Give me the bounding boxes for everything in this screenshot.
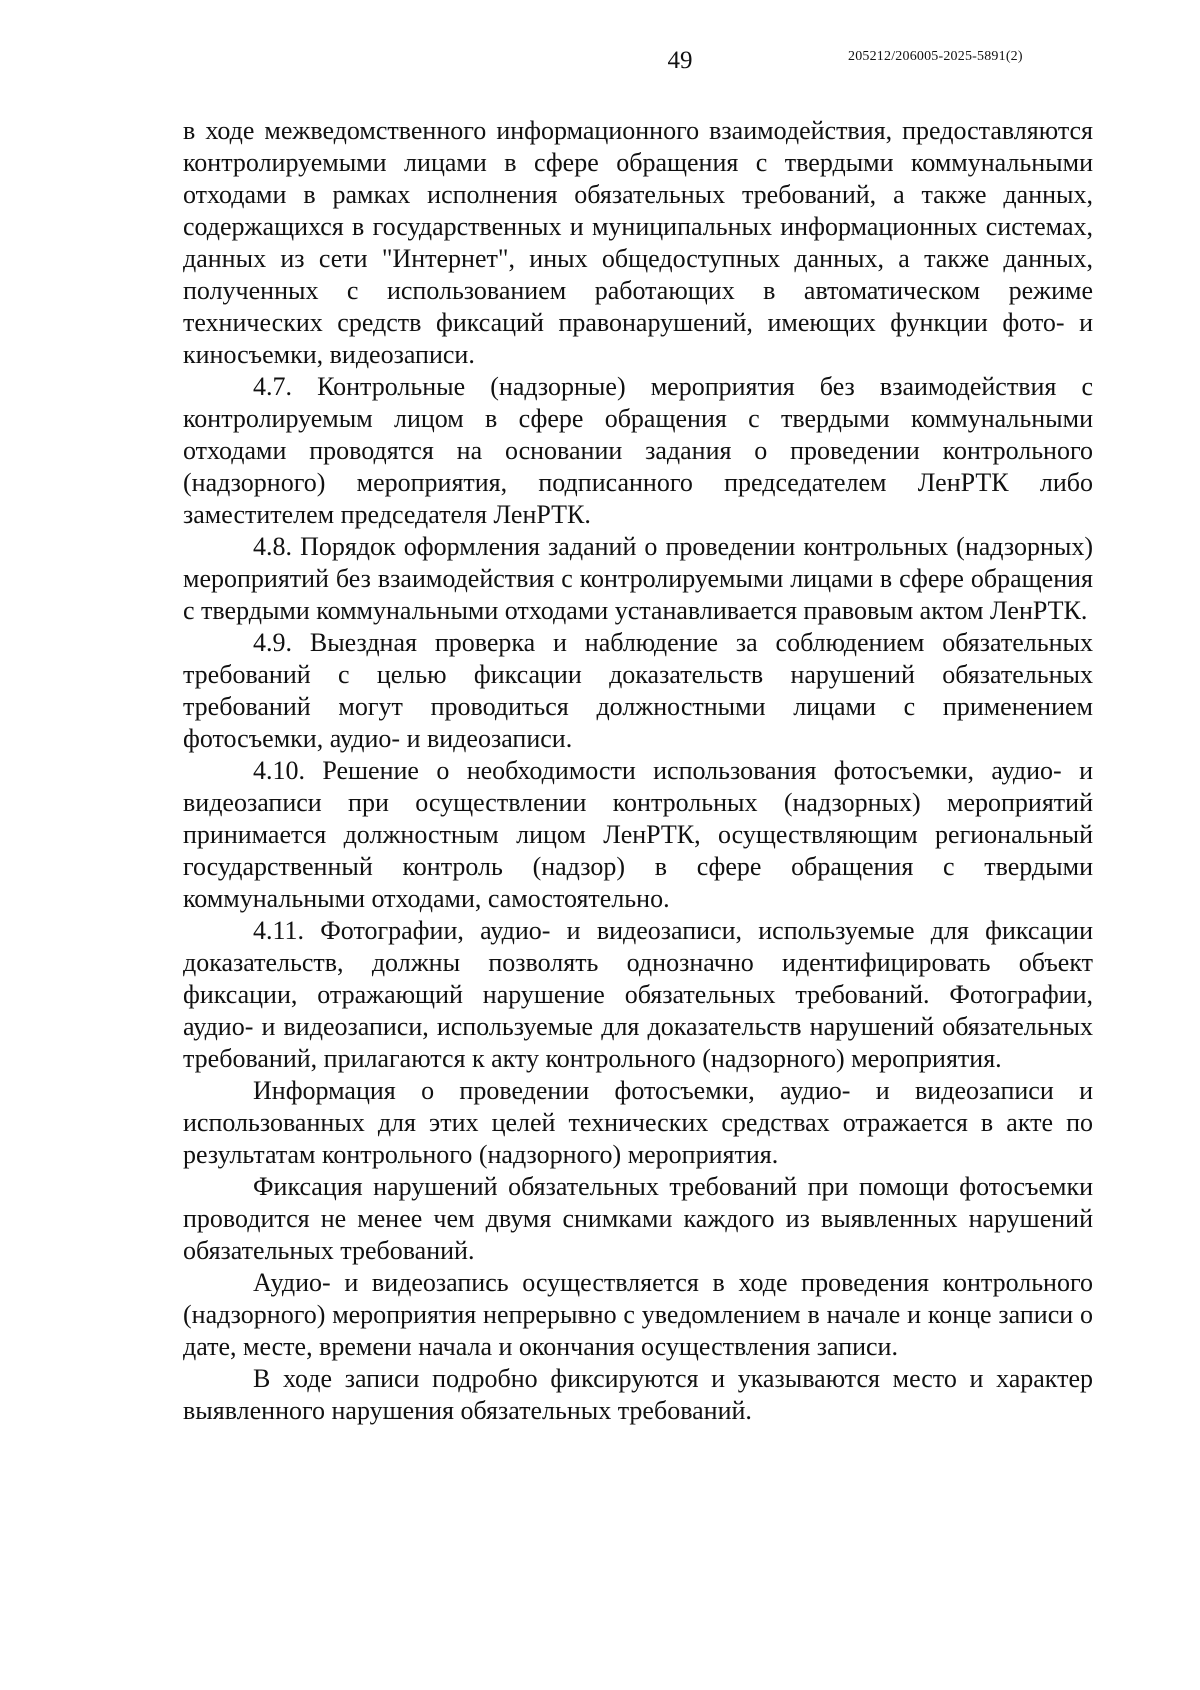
paragraph-4-7: 4.7. Контрольные (надзорные) мероприятия без взаимодействия с контролируемым лицом в сфере обращения с твердыми коммунальными отходами проводятся на основании задания о проведении контрольного (надзорного) мероприятия, подписанного председателем ЛенРТК либо заместителем председателя ЛенРТК. — [183, 372, 1093, 529]
paragraph-continuation: в ходе межведомственного информационного взаимодействия, предоставляются контролируемыми лицами в сфере обращения с твердыми коммунальными отходами в рамках исполнения обязательных требований, а также данных, содержащихся в государственных и муниципальных информационных системах, данных из сети "Интернет", иных общедоступных данных, а также данных, полученных с использованием работающих в автоматическом режиме технических средств фиксаций правонарушений, имеющих функции фото- и киносъемки, видеозаписи. — [183, 116, 1093, 369]
document-body — [183, 115, 1093, 1427]
paragraph-photo-info: Информация о проведении фотосъемки, аудио- и видеозаписи и использованных для этих целей технических средствах отражается в акте по результатам контрольного (надзорного) мероприятия. — [183, 1076, 1093, 1169]
paragraph-4-10: 4.10. Решение о необходимости использования фотосъемки, аудио- и видеозаписи при осуществлении контрольных (надзорных) мероприятий принимается должностным лицом ЛенРТК, осуществляющим региональный государственный контроль (надзор) в сфере обращения с твердыми коммунальными отходами, самостоятельно. — [183, 756, 1093, 913]
paragraph-4-8: 4.8. Порядок оформления заданий о проведении контрольных (надзорных) мероприятий без взаимодействия с контролируемыми лицами в сфере обращения с твердыми коммунальными отходами устанавливается правовым актом ЛенРТК. — [183, 532, 1093, 625]
paragraph-photo-fixation: Фиксация нарушений обязательных требований при помощи фотосъемки проводится не менее чем двумя снимками каждого из выявленных нарушений обязательных требований. — [183, 1172, 1093, 1265]
paragraph-audio-video: Аудио- и видеозапись осуществляется в ходе проведения контрольного (надзорного) мероприятия непрерывно с уведомлением в начале и конце записи о дате, месте, времени начала и окончания осуществления записи. — [183, 1268, 1093, 1361]
paragraph-4-9: 4.9. Выездная проверка и наблюдение за соблюдением обязательных требований с целью фиксации доказательств нарушений обязательных требований могут проводиться должностными лицами с применением фотосъемки, аудио- и видеозаписи. — [183, 628, 1093, 753]
paragraph-recording-details: В ходе записи подробно фиксируются и указываются место и характер выявленного нарушения обязательных требований. — [183, 1364, 1093, 1425]
paragraph-4-11: 4.11. Фотографии, аудио- и видеозаписи, используемые для фиксации доказательств, должны позволять однозначно идентифицировать объект фиксации, отражающий нарушение обязательных требований. Фотографии, аудио- и видеозаписи, используемые для доказательств нарушений обязательных требований, прилагаются к акту контрольного (надзорного) мероприятия. — [183, 916, 1093, 1073]
document-id: 205212/206005-2025-5891(2) — [848, 49, 1023, 64]
page-number: 49 — [667, 47, 693, 74]
